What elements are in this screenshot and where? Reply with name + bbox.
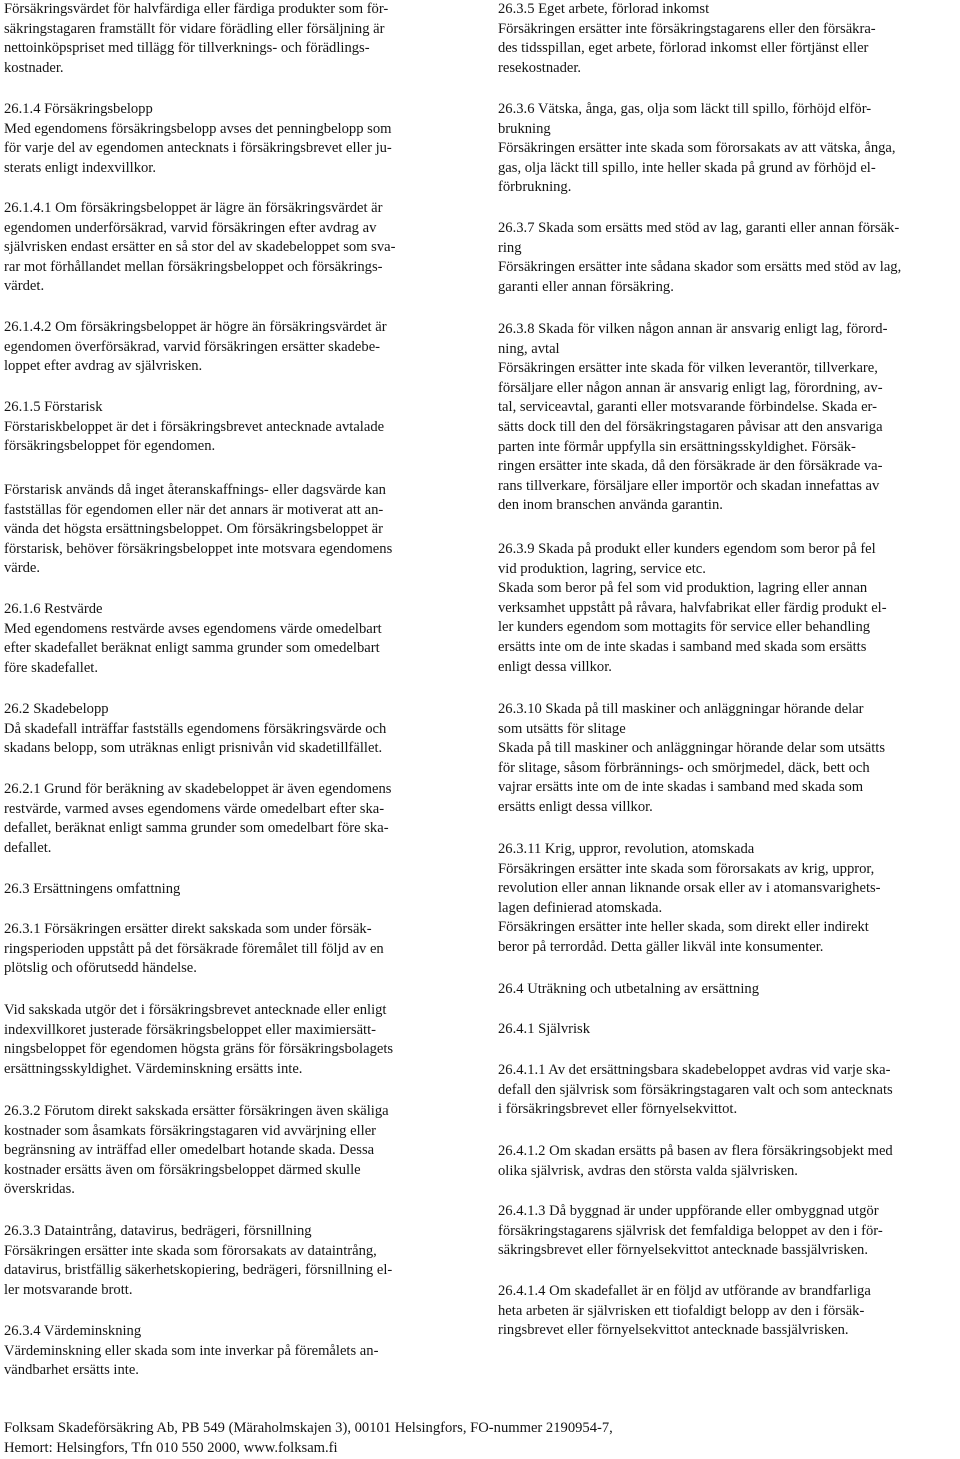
paragraph-vid-sakskada: Vid sakskada utgör det i försäkringsbrevet antecknade eller enligt indexvillkoret justerade försäkringsbeloppet eller maximiersätt- ningsbeloppet för egendomen högsta gräns för försäkringsbolagets ersättningsskyldighet. Värdeminskning ersätts inte. <box>4 1002 394 1077</box>
section-26-3-6-vatska: 26.3.6 Vätska, ånga, gas, olja som läckt till spillo, förhöjd elför- brukning Försäkringen ersätter inte skada som förorsakats av att vätska, ånga, gas, olja läckt till spillo, inte heller skada på grund av förhöjd el- förbrukning. <box>498 101 896 196</box>
section-26-3-4-vardeminskning: 26.3.4 Värdeminskning Värdeminskning eller skada som inte inverkar på föremålets an- vändbarhet ersätts inte. <box>4 1323 379 1379</box>
section-26-3-8-ansvarig: 26.3.8 Skada för vilken någon annan är ansvarig enligt lag, förord- ning, avtal Försäkringen ersätter inte skada för vilken leverantör, tillverkare, försäljare eller någon annan är ansvarig enligt lag, förordning, av- tal, serviceavtal, garanti eller motsvarande förbindelse. Skada er- sätts dock till den del försäkringstagaren påvisar att den ansvariga parten inte förmår uppfylla sin ersättningsskyldighet. Försäk- ringen ersätter inte skada, då den försäkrade är den försäkrade va- rans tillverkare, försäljare eller importör och skadan innefattas av den inom branschen använda garantin. <box>498 321 888 514</box>
section-26-4-1-4: 26.4.1.4 Om skadefallet är en följd av utförande av brandfarliga heta arbeten är självrisken ett tiofaldigt belopp av den i försäk- ringsbrevet eller förnyelsekvittot antecknade bassjälvrisken. <box>498 1283 871 1339</box>
section-26-3-5-eget-arbete: 26.3.5 Eget arbete, förlorad inkomst Försäkringen ersätter inte försäkringstagarens eller den försäkra- des tidsspillan, eget arbete, förlorad inkomst eller förtjänst eller resekostnader. <box>498 1 876 76</box>
section-26-1-4-1-underforsakrad: 26.1.4.1 Om försäkringsbeloppet är lägre än försäkringsvärdet är egendomen underförsäkrad, varvid försäkringen efter avdrag av självrisken endast ersätter en så stor del av skadebeloppet som sva- rar mot förhållandet mellan försäkringsbeloppet och försäkrings- värdet. <box>4 200 396 295</box>
section-26-4-1-1: 26.4.1.1 Av det ersättningsbara skadebeloppet avdras vid varje ska- defall den självrisk som försäkringstagaren valt och som antecknats i försäkringsbrevet eller förnyelsekvittot. <box>498 1062 893 1118</box>
section-26-1-6-restvarde: 26.1.6 Restvärde Med egendomens restvärde avses egendomens värde omedelbart efter skadefallet beräknat enligt samma grunder som omedelbart före skadefallet. <box>4 601 382 676</box>
paragraph-forsakringsvardet-halvfardiga: Försäkringsvärdet för halvfärdiga eller färdiga produkter som för- säkringstagaren framställt för vidare förädling eller försäljning är nettoinköpspriset med tillägg för tillverknings- och förädlings- kostnader. <box>4 1 389 76</box>
section-26-2-skadebelopp: 26.2 Skadebelopp Då skadefall inträffar fastställs egendomens försäkringsvärde och skadans belopp, som uträknas enligt prisnivån vid skadetillfället. <box>4 701 387 757</box>
section-26-3-3-dataintrang: 26.3.3 Dataintrång, datavirus, bedrägeri, försnillning Försäkringen ersätter inte skada som förorsakats av dataintrång, datavirus, bristfällig säkerhetskopiering, bedrägeri, försnillning el- ler motsvarande brott. <box>4 1223 393 1298</box>
section-26-4-1-sjalvrisk: 26.4.1 Självrisk <box>498 1021 591 1037</box>
section-26-1-5-forstarisk: 26.1.5 Förstarisk Förstariskbeloppet är det i försäkringsbrevet antecknade avtalade försäkringsbeloppet för egendomen. <box>4 399 385 455</box>
section-26-4-1-3: 26.4.1.3 Då byggnad är under uppförande eller ombyggnad utgör försäkringstagarens självrisk det femfaldiga beloppet av den i för- säkringsbrevet eller förnyelsekvittot antecknade bassjälvrisken. <box>498 1203 883 1259</box>
section-26-4-1-2: 26.4.1.2 Om skadan ersätts på basen av flera försäkringsobjekt med olika självrisk, avdras den största valda självrisken. <box>498 1143 893 1179</box>
section-26-3-2-kostnader: 26.3.2 Förutom direkt sakskada ersätter försäkringen även skäliga kostnader som åsamkats försäkringstagaren vid avvärjning eller begränsning av inträffad eller omedelbart hotande skada. Dessa kostnader ersätts även om försäkringsbeloppet därmed skulle överskridas. <box>4 1103 389 1198</box>
section-26-3-9-produkt: 26.3.9 Skada på produkt eller kunders egendom som beror på fel vid produktion, lagring, service etc. Skada som beror på fel som vid produktion, lagring eller annan verksamhet uppstått på råvara, halvfabrikat eller färdig produkt el- ler kunders egendom som mottagits för service eller behandling ersätts inte om de inte skadas i samband med skada som ersätts enligt dessa villkor. <box>498 541 887 675</box>
section-26-4-heading: 26.4 Uträkning och utbetalning av ersättning <box>498 981 760 997</box>
page-footer: Folksam Skadeförsäkring Ab, PB 549 (Märaholmskajen 3), 00101 Helsingfors, FO-nummer 2190954-7, Hemort: Helsingfors, Tfn 010 550 2000, www.folksam.fi <box>4 1420 613 1456</box>
section-26-1-4-2-overforsakrad: 26.1.4.2 Om försäkringsbeloppet är högre än försäkringsvärdet är egendomen överförsäkrad, varvid försäkringen ersätter skadebe- loppet efter avdrag av självrisken. <box>4 319 387 375</box>
section-26-3-10-slitage: 26.3.10 Skada på till maskiner och anläggningar hörande delar som utsätts för slitage Skada på till maskiner och anläggningar hörande delar som utsätts för slitage, såsom förbrännings- och smörjmedel, däck, bett och vajrar ersätts inte om de inte skadas i samband med skada som ersätts enligt dessa villkor. <box>498 701 886 815</box>
section-26-3-heading: 26.3 Ersättningens omfattning <box>4 881 181 897</box>
section-26-3-1-sakskada: 26.3.1 Försäkringen ersätter direkt sakskada som under försäk- ringsperioden uppstått på det försäkrade föremålet till följd av en plötslig och oförutsedd händelse. <box>4 921 384 977</box>
section-26-3-7-lag-garanti: 26.3.7 Skada som ersätts med stöd av lag, garanti eller annan försäk- ring Försäkringen ersätter inte sådana skador som ersätts med stöd av lag, garanti eller annan försäkring. <box>498 220 902 295</box>
section-26-1-4-forsakringsbelopp: 26.1.4 Försäkringsbelopp Med egendomens försäkringsbelopp avses det penningbelopp som för varje del av egendomen antecknats i försäkringsbrevet eller ju- sterats enligt indexvillkor. <box>4 101 392 176</box>
section-26-2-1-grund: 26.2.1 Grund för beräkning av skadebeloppet är även egendomens restvärde, varmed avses egendomens värde omedelbart efter ska- defallet, beräknat enligt samma grunder som omedelbart före ska- defallet. <box>4 781 392 856</box>
paragraph-forstarisk-anvands: Förstarisk används då inget återanskaffnings- eller dagsvärde kan fastställas för egendomen eller när det annars är motiverat att an- vända det högsta ersättningsbeloppet. Om försäkringsbeloppet är förstarisk, behöver försäkringsbeloppet inte motsvara egendomens värde. <box>4 482 393 577</box>
section-26-3-11-krig: 26.3.11 Krig, uppror, revolution, atomskada Försäkringen ersätter inte skada som förorsakats av krig, uppror, revolution eller annan liknande orsak eller av i atomansvarighets- lagen definierad atomskada. Försäkringen ersätter inte heller skada, som direkt eller indirekt beror på terrordåd. Detta gäller likväl inte konsumenter. <box>498 841 881 955</box>
